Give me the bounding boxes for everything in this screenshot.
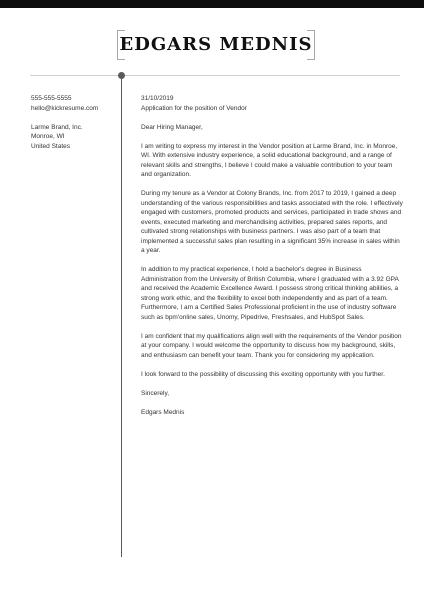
applicant-name: EDGARS MEDNIS <box>119 34 313 55</box>
contact-info <box>31 94 116 151</box>
salutation: Dear Hiring Manager, <box>141 123 203 131</box>
paragraph: I am confident that my qualifications align well with the requirements of the Vendor position at your company. I would welcome the opportunity to discuss how my background, skills, and enthusiasm can benefit your team. Thank you for considering my application. <box>141 332 402 359</box>
vertical-divider <box>121 76 122 557</box>
letter-body <box>141 94 403 427</box>
paragraph: I look forward to the possibility of discussing this exciting opportunity with you further. <box>141 370 385 378</box>
address-line: Larme Brand, Inc. <box>31 123 83 131</box>
paragraph: I am writing to express my interest in the Vendor position at Larme Brand, Inc. in Monroe, WI. With extensive industry experience, a solid educational background, and a range of relevant skills and strengths, I believe I could make a valuable contribution to your team and organization. <box>141 142 398 178</box>
horizontal-divider <box>30 75 400 76</box>
paragraph: In addition to my practical experience, I hold a bachelor's degree in Business Administration from the University of British Columbia, where I graduated with a 3.92 GPA and received the Academic Excellence Award. I possess strong critical thinking abilities, a strong work ethic, and the flexibility to excel both independently and as part of a team. Furthermore, I am a Certified Sales Professional proficient in the use of industry software such as bpm'online sales, Unomy, Pipedrive, Freshsales, and HubSpot Sales. <box>141 266 399 321</box>
divider-dot <box>118 72 125 79</box>
phone: 555-555-5555 <box>31 95 72 102</box>
header <box>117 30 315 60</box>
email: hello@kickresume.com <box>31 104 99 112</box>
letter-subject: Application for the position of Vendor <box>141 104 247 112</box>
paragraph: During my tenure as a Vendor at Colony Brands, Inc. from 2017 to 2019, I gained a deep understanding of the various responsibilities and tasks associated with the role. I effectively engaged with customers, promoted products and services, participated in trade shows and events, executed marketing and merchandising activities, prepared sales reports, and cultivated strong relationships with business partners. I was also part of a team that implemented a successful sales plan resulting in a significant 35% increase in sales within a year. <box>141 190 403 254</box>
letter-date: 31/10/2019 <box>141 95 174 102</box>
closing: Sincerely, <box>141 389 170 397</box>
address-line: Monroe, WI <box>31 133 65 140</box>
top-bar <box>0 0 424 8</box>
signature: Edgars Mednis <box>141 408 185 416</box>
address-line: United States <box>31 142 71 150</box>
